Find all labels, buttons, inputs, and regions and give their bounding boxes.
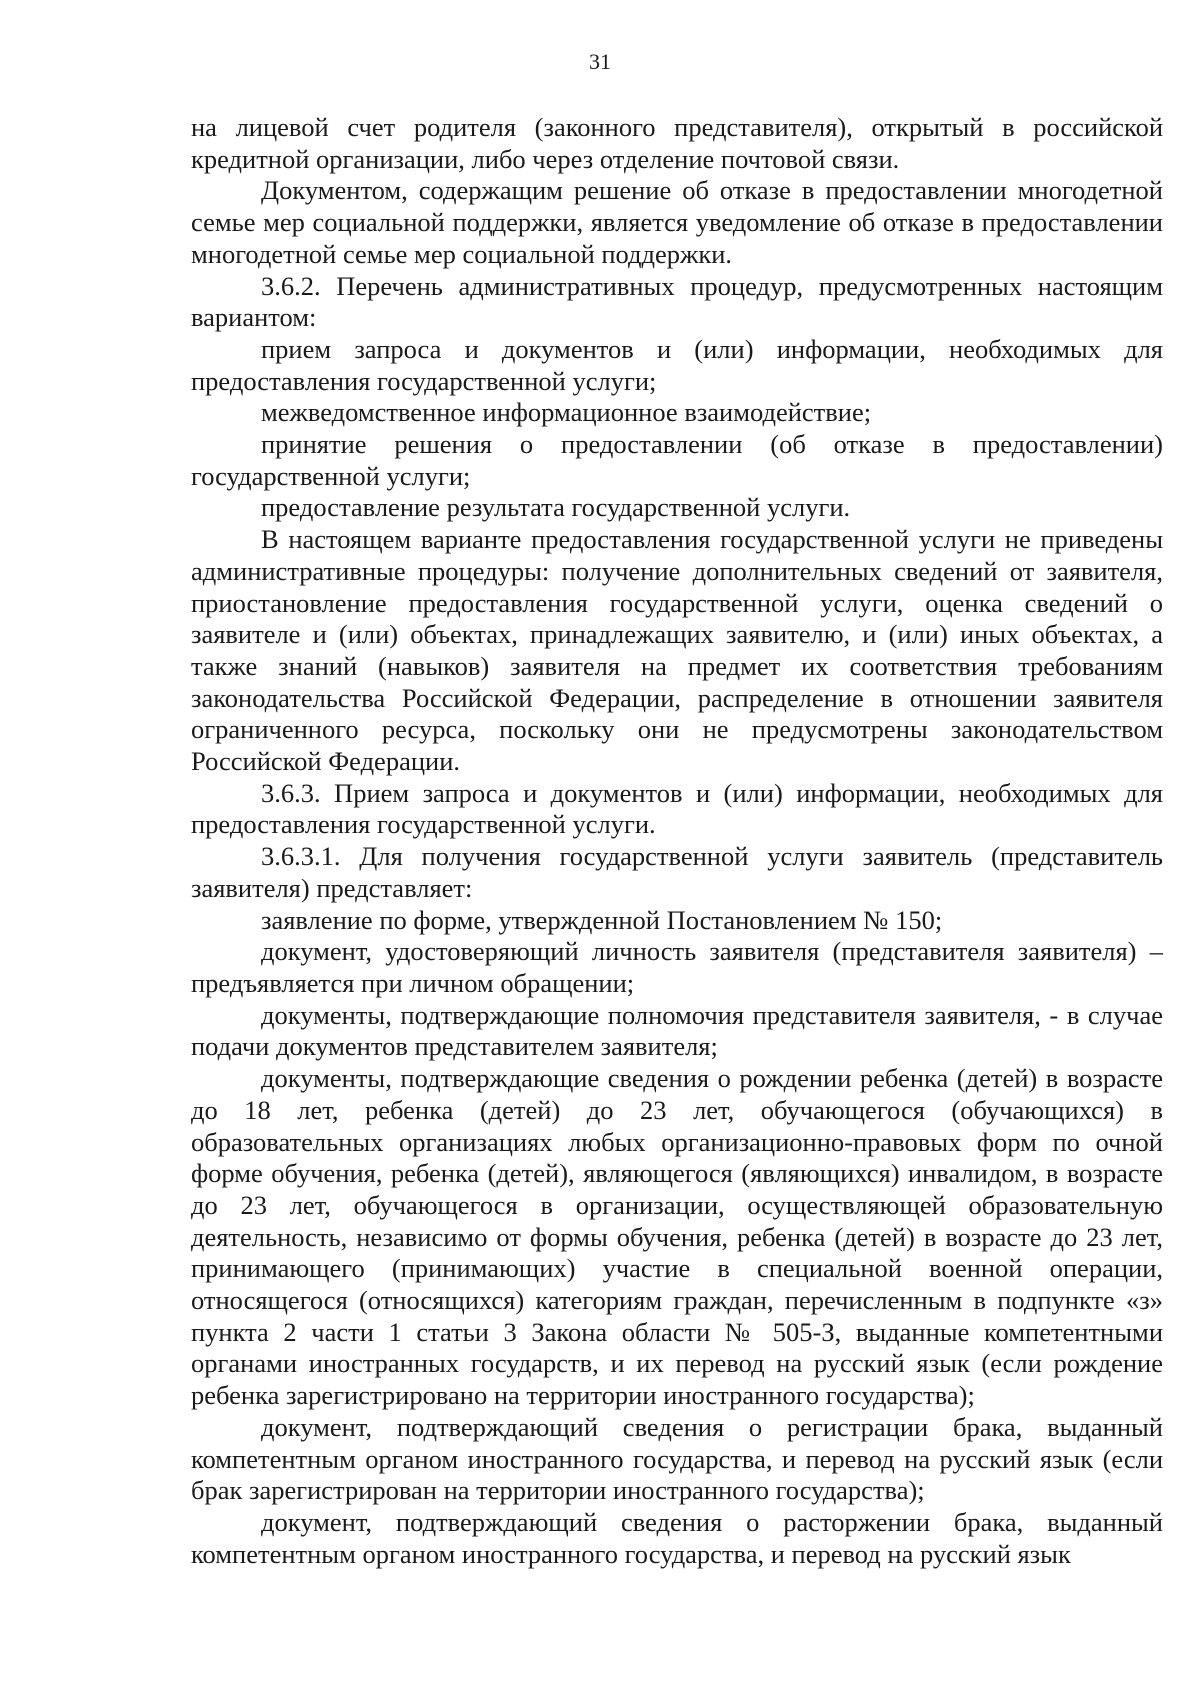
page-number: 31 <box>589 49 611 74</box>
paragraph: межведомственное информационное взаимодействие; <box>261 397 872 428</box>
paragraph: заявление по форме, утвержденной Постановлением № 150; <box>261 904 943 935</box>
paragraph: на лицевой счет родителя (законного представителя), открытый в российской кредитной организации, либо через отделение почтовой связи. <box>191 112 1163 174</box>
paragraph: документ, удостоверяющий личность заявителя (представителя заявителя) – предъявляется при личном обращении; <box>191 936 1163 998</box>
paragraph: прием запроса и документов и (или) информации, необходимых для предоставления государственной услуги; <box>191 333 1163 396</box>
paragraph: Документом, содержащим решение об отказе в предоставлении многодетной семье мер социальной поддержки, является уведомление об отказе в предоставлении многодетной семье мер социальной поддержки. <box>191 175 1163 269</box>
paragraph: 3.6.3.1. Для получения государственной услуги заявитель (представитель заявителя) представляет: <box>191 841 1163 903</box>
paragraph: документ, подтверждающий сведения о расторжении брака, выданный компетентным органом иностранного государства, и перевод на русский язык <box>191 1506 1163 1569</box>
paragraph: предоставление результата государственной услуги. <box>261 492 851 523</box>
document-body <box>191 112 1163 1570</box>
paragraph: документ, подтверждающий сведения о регистрации брака, выданный компетентным органом иностранного государства, и перевод на русский язык (если брак зарегистрирован на территории иностранного государства); <box>191 1411 1163 1506</box>
paragraph: 3.6.2. Перечень административных процедур, предусмотренных настоящим вариантом: <box>191 270 1163 333</box>
paragraph: В настоящем варианте предоставления государственной услуги не приведены административные процедуры: получение дополнительных сведений от заявителя, приостановление предоставления государственной услуги, оценка сведений о заявителе и (или) объектах, принадлежащих заявителю, и (или) иных объектах, а также знаний (навыков) заявителя на предмет их соответствия требованиям законодательства Российской Федерации, распределение в отношении заявителя ограниченного ресурса, поскольку они не предусмотрены законодательством Российской Федерации. <box>191 524 1163 777</box>
paragraph: 3.6.3. Прием запроса и документов и (или) информации, необходимых для предоставления государственной услуги. <box>191 777 1163 840</box>
paragraph: принятие решения о предоставлении (об отказе в предоставлении) государственной услуги; <box>191 429 1163 491</box>
paragraph: документы, подтверждающие сведения о рождении ребенка (детей) в возрасте до 18 лет, ребенка (детей) до 23 лет, обучающегося (обучающихся) в образовательных организациях любых организационно-правовых форм по очной форме обучения, ребенка (детей), являющегося (являющихся) инвалидом, в возрасте до 23 лет, обучающегося в организации, осуществляющей образовательную деятельность, независимо от формы обучения, ребенка (детей) в возрасте до 23 лет, принимающего (принимающих) участие в специальной военной операции, относящегося (относящихся) категориям граждан, перечисленным в подпункте «з» пункта 2 части 1 статьи 3 Закона области № 505-З, выданные компетентными органами иностранных государств, и их перевод на русский язык (если рождение ребенка зарегистрировано на территории иностранного государства); <box>191 1063 1163 1411</box>
paragraph: документы, подтверждающие полномочия представителя заявителя, - в случае подачи документов представителем заявителя; <box>191 999 1163 1062</box>
